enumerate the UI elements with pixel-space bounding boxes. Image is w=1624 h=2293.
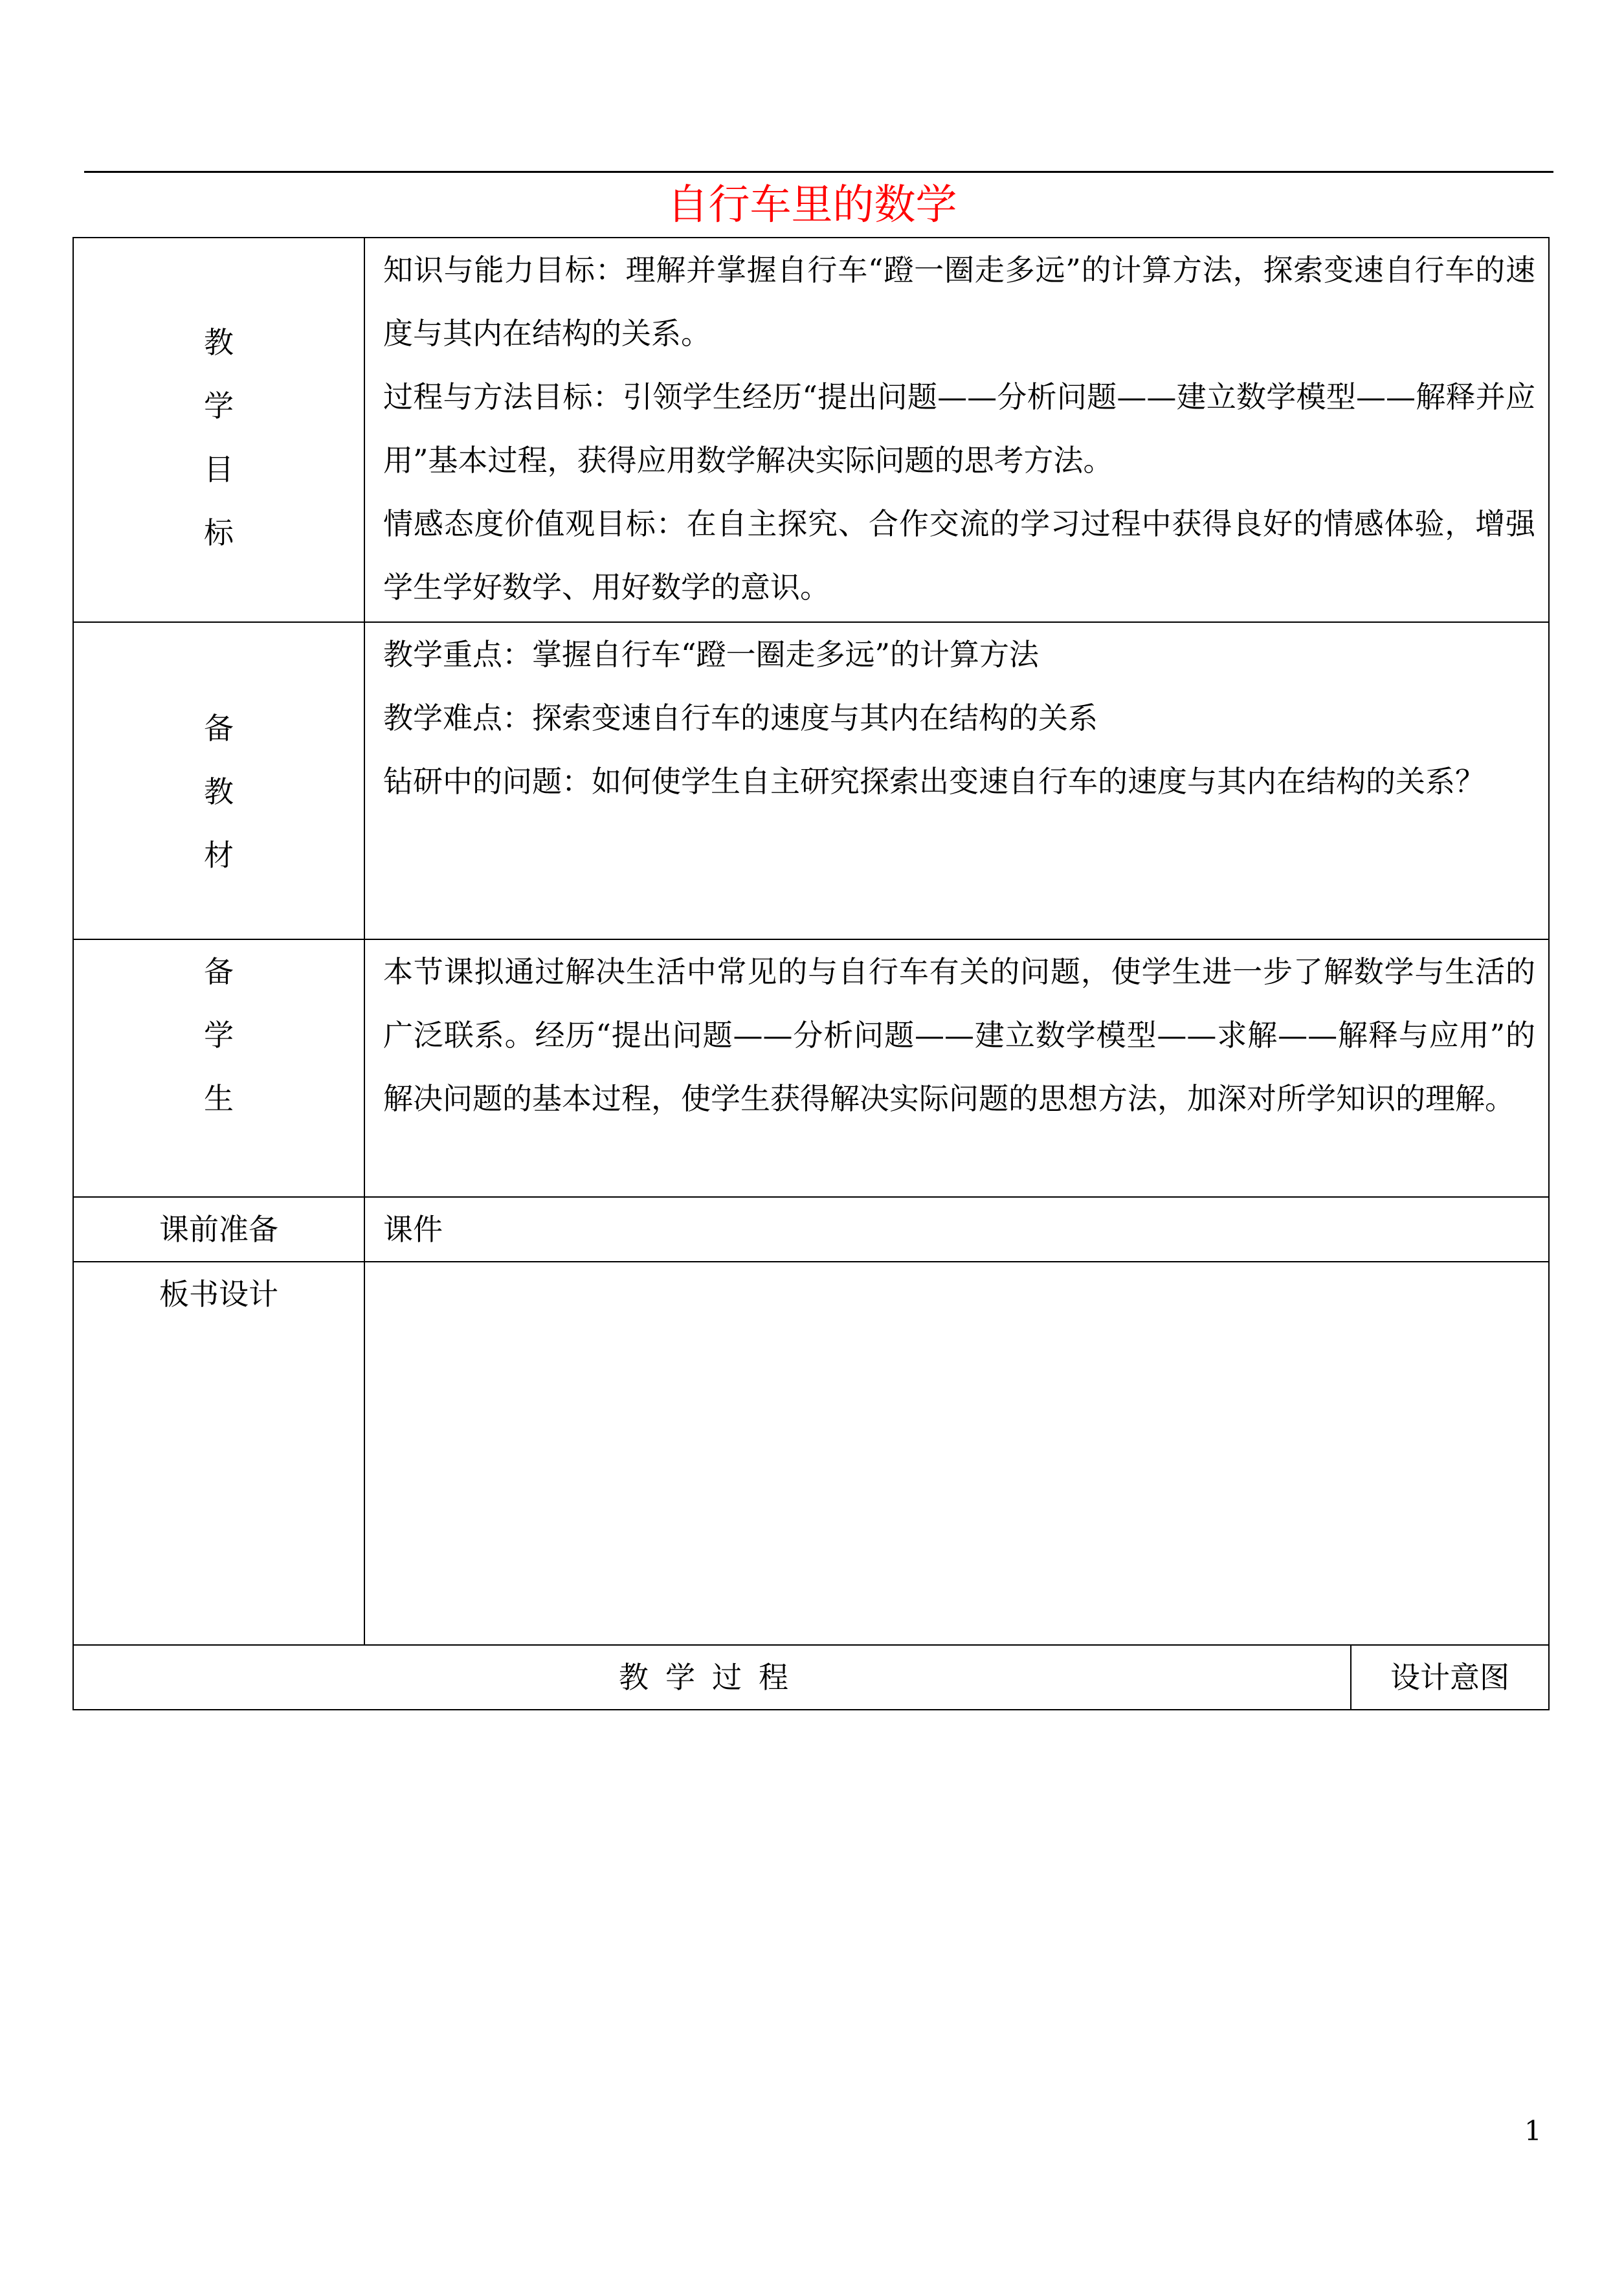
teaching-process-header-row xyxy=(73,1645,1549,1710)
key-point-text: 教学重点：掌握自行车“蹬一圈走多远”的计算方法 xyxy=(383,637,1040,672)
board-design-row xyxy=(73,1262,1549,1645)
prepare-material-label xyxy=(73,622,364,939)
lesson-plan-table xyxy=(72,237,1550,1710)
difficulty-text: 教学难点：探索变速自行车的速度与其内在结构的关系 xyxy=(383,700,1098,735)
knowledge-goal-text: 知识与能力目标：理解并掌握自行车“蹬一圈走多远”的计算方法，探索变速自行车的速度与其内在结构的关系。 xyxy=(383,252,1536,351)
attitude-goal-text: 情感态度价值观目标：在自主探究、合作交流的学习过程中获得良好的情感体验，增强学生学好数学、用好数学的意识。 xyxy=(383,506,1536,605)
teaching-goals-label xyxy=(73,238,364,622)
document-title: 自行车里的数学 xyxy=(667,181,957,229)
pre-class-prep-content xyxy=(364,1197,1549,1262)
board-design-content xyxy=(364,1262,1549,1645)
page-number: 1 xyxy=(1524,2115,1542,2147)
process-goal-text: 过程与方法目标：引领学生经历“提出问题——分析问题——建立数学模型——解释并应用”基本过程，获得应用数学解决实际问题的思考方法。 xyxy=(383,379,1536,478)
label-char: 材 xyxy=(204,838,234,873)
teaching-process-header: 教学过程 xyxy=(73,1645,1351,1710)
prepare-students-content xyxy=(364,939,1549,1197)
label-char: 教 xyxy=(204,774,234,809)
label-char: 目 xyxy=(204,452,234,487)
label-char: 标 xyxy=(204,515,234,550)
students-description-text: 本节课拟通过解决生活中常见的与自行车有关的问题，使学生进一步了解数学与生活的广泛联系。经历“提出问题——分析问题——建立数学模型——求解——解释与应用”的解决问题的基本过程，使学生获得解决实际问题的思想方法，加深对所学知识的理解。 xyxy=(383,954,1536,1116)
prepare-material-content xyxy=(364,622,1549,939)
teaching-goals-content xyxy=(364,238,1549,622)
research-question-text: 钻研中的问题：如何使学生自主研究探索出变速自行车的速度与其内在结构的关系？ xyxy=(383,764,1485,799)
header-rule xyxy=(84,171,1553,173)
pre-class-prep-row xyxy=(73,1197,1549,1262)
label-char: 学 xyxy=(204,1018,234,1053)
label-char: 备 xyxy=(204,954,234,989)
prepare-students-label xyxy=(73,939,364,1197)
courseware-text: 课件 xyxy=(383,1212,443,1247)
board-design-label: 板书设计 xyxy=(73,1262,364,1645)
prepare-students-row xyxy=(73,939,1549,1197)
design-intent-header: 设计意图 xyxy=(1351,1645,1549,1710)
label-char: 备 xyxy=(204,711,234,746)
label-char: 生 xyxy=(204,1081,234,1116)
prepare-material-row xyxy=(73,622,1549,939)
label-char: 教 xyxy=(204,325,234,360)
teaching-goals-row xyxy=(73,238,1549,622)
label-char: 学 xyxy=(204,388,234,423)
pre-class-prep-label: 课前准备 xyxy=(73,1197,364,1262)
